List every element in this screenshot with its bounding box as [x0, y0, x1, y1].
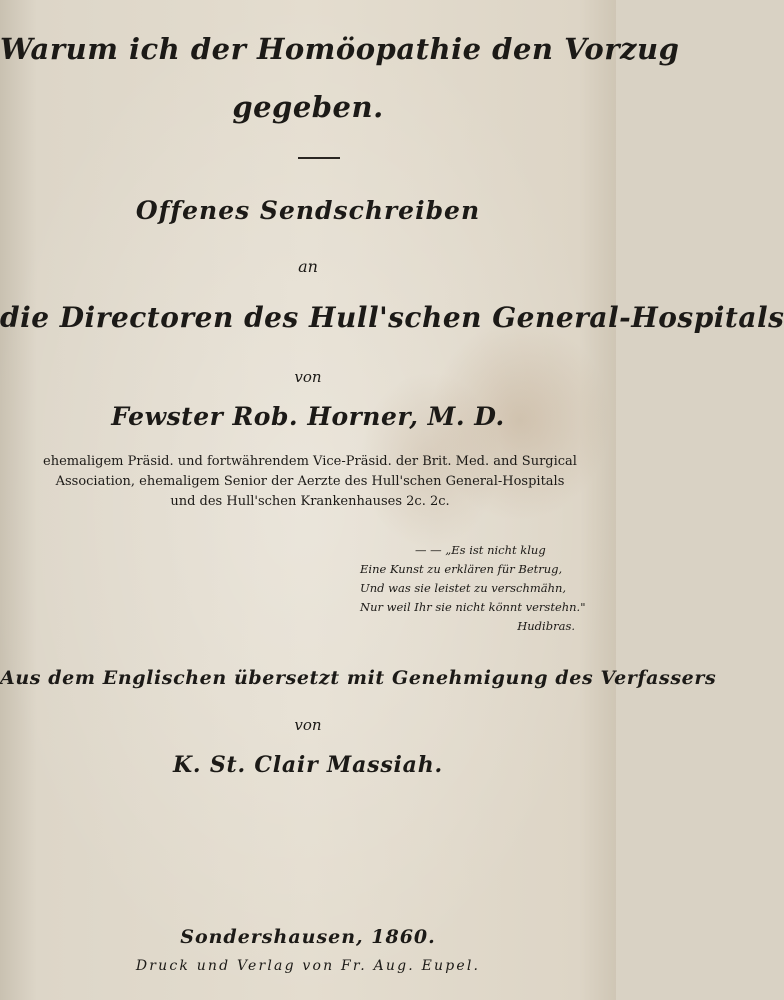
title-line-2: gegeben.: [232, 90, 384, 124]
author-preposition: von: [294, 368, 322, 386]
author-description-line: ehemaligem Präsid. und fortwährendem Vice-Präsid. der Brit. Med. and Surgical: [43, 454, 577, 469]
epigraph-line: Eine Kunst zu erklären für Betrug,: [360, 562, 563, 576]
title-line-1: Warum ich der Homöopathie den Vorzug: [0, 32, 680, 66]
addressee: die Directoren des Hull'schen General-Hospitals: [0, 301, 784, 334]
epigraph-line: Und was sie leistet zu verschmähn,: [360, 581, 567, 595]
epigraph: [360, 541, 610, 636]
addressee-preposition: an: [298, 257, 318, 276]
place-and-year: Sondershausen, 1860.: [180, 926, 436, 948]
subtitle: Offenes Sendschreiben: [135, 196, 481, 225]
translator-preposition: von: [294, 716, 322, 734]
translation-note: Aus dem Englischen übersetzt mit Genehmigung des Verfassers: [0, 667, 717, 689]
author-name: Fewster Rob. Horner, M. D.: [111, 402, 505, 431]
author-description-line: und des Hull'schen Krankenhauses 2c. 2c.: [170, 494, 450, 509]
author-description: [40, 452, 580, 512]
translator-name: K. St. Clair Massiah.: [173, 752, 443, 778]
epigraph-line: — — „Es ist nicht klug: [415, 543, 546, 557]
printer-imprint: Druck und Verlag von Fr. Aug. Eupel.: [135, 958, 481, 974]
epigraph-line: Nur weil Ihr sie nicht könnt verstehn.": [360, 600, 586, 614]
title-divider: [298, 157, 340, 159]
epigraph-attribution: Hudibras.: [517, 619, 575, 633]
author-description-line: Association, ehemaligem Senior der Aerzte des Hull'schen General-Hospitals: [55, 474, 565, 489]
